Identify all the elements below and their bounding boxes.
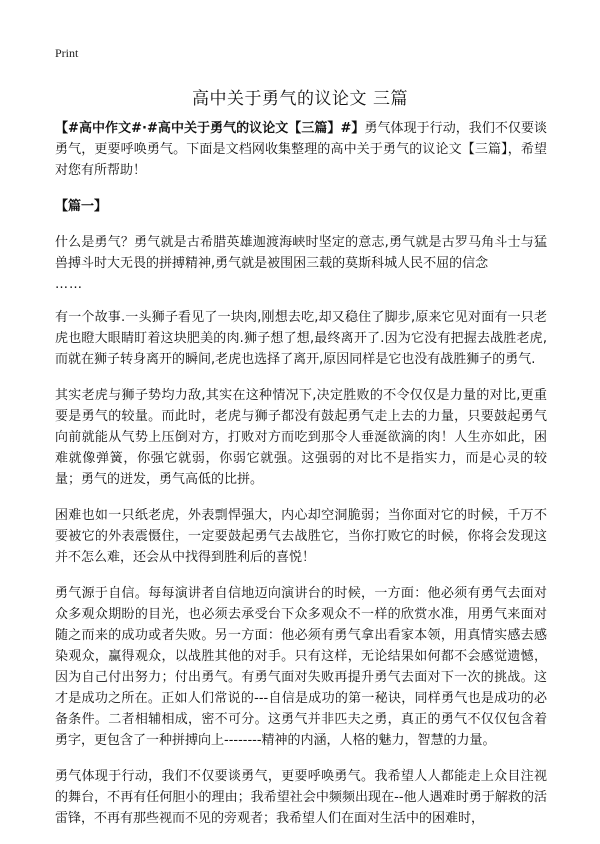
paragraph-2: 有一个故事.一头狮子看见了一块肉,刚想去吃,却又稳住了脚步,原来它见对面有一只老虎也瞪大眼睛盯着这块肥美的肉.狮子想了想,最终离开了.因为它没有把握去战胜老虎,而就在狮子转身离开的瞬间,老虎也选择了离开,原因同样是它也没有战胜狮子的勇气.: [55, 310, 547, 367]
paragraph-5: 勇气源于自信。每每演讲者自信地迈向演讲台的时候，一方面：他必须有勇气去面对众多观众期盼的目光，也必须去承受台下众多观众不一样的欣赏水准，用勇气来面对随之而来的成功或者失败。另一方面：他必须有勇气拿出看家本领，用真情实感去感染观众，赢得观众，以战胜其他的对手。只有这样，无论结果如何都不会感觉遗憾，因为自己付出努力；付出勇气。有勇气面对失败再提升勇气去面对下一次的挑战。这才是成功之所在。正如人们常说的---自信是成功的第一秘诀，同样勇气也是成功的必备条件。二者相辅相成，密不可分。这勇气并非匹夫之勇，真正的勇气不仅仅包含着勇字，更包含了一种拼搏向上--------精神的内涵，人格的魅力，智慧的力量。: [55, 586, 547, 748]
document-body: [55, 118, 547, 844]
paragraph-6: 勇气体现于行动，我们不仅要谈勇气，更要呼唤勇气。我希望人人都能走上众目注视的舞台，不再有任何胆小的理由；我希望社会中频频出现在--他人遇难时勇于解救的活雷锋，不再有那些视而不见的旁观者；我希望人们在面对生活中的困难时，: [55, 769, 547, 826]
paragraph-1: 什么是勇气？勇气就是古希腊英雄迦渡海峡时坚定的意志,勇气就是古罗马角斗士与猛兽搏斗时大无畏的拼搏精神,勇气就是被围困三载的莫斯科城人民不屈的信念 ……: [55, 235, 547, 292]
document-title: 高中关于勇气的议论文 三篇: [192, 89, 408, 109]
intro-tag: 【#高中作文#·#高中关于勇气的议论文【三篇】#】: [55, 121, 365, 136]
section-heading: 【篇一】: [55, 199, 108, 214]
intro-paragraph: [55, 118, 547, 181]
ellipsis: ……: [55, 277, 83, 292]
print-label[interactable]: Print: [55, 46, 79, 60]
intro-text: 勇气体现于行动，我们不仅要谈勇气，更要呼唤勇气。下面是文档网收集整理的高中关于勇气的议论文【三篇】，希望对您有所帮助！: [55, 121, 547, 178]
paragraph-4: 困难也如一只纸老虎，外表剽悍强大，内心却空洞脆弱；当你面对它的时候，千万不要被它的外表震慑住，一定要鼓起勇气去战胜它，当你打败它的时候，你将会发现这并不怎么难，还会从中找得到胜利后的喜悦！: [55, 508, 547, 565]
paragraph-3: 其实老虎与狮子势均力敌,其实在这种情况下,决定胜败的不令仅仅是力量的对比,更重要是勇气的较量。而此时，老虎与狮子都没有鼓起勇气走上去的力量，只要鼓起勇气向前就能从气势上压倒对方，打败对方而吃到那令人垂涎欲滴的肉！人生亦如此，困难就像弹簧，你强它就弱，你弱它就强。这强弱的对比不是指实力，而是心灵的较量；勇气的迸发，勇气高低的比拼。: [55, 388, 547, 487]
